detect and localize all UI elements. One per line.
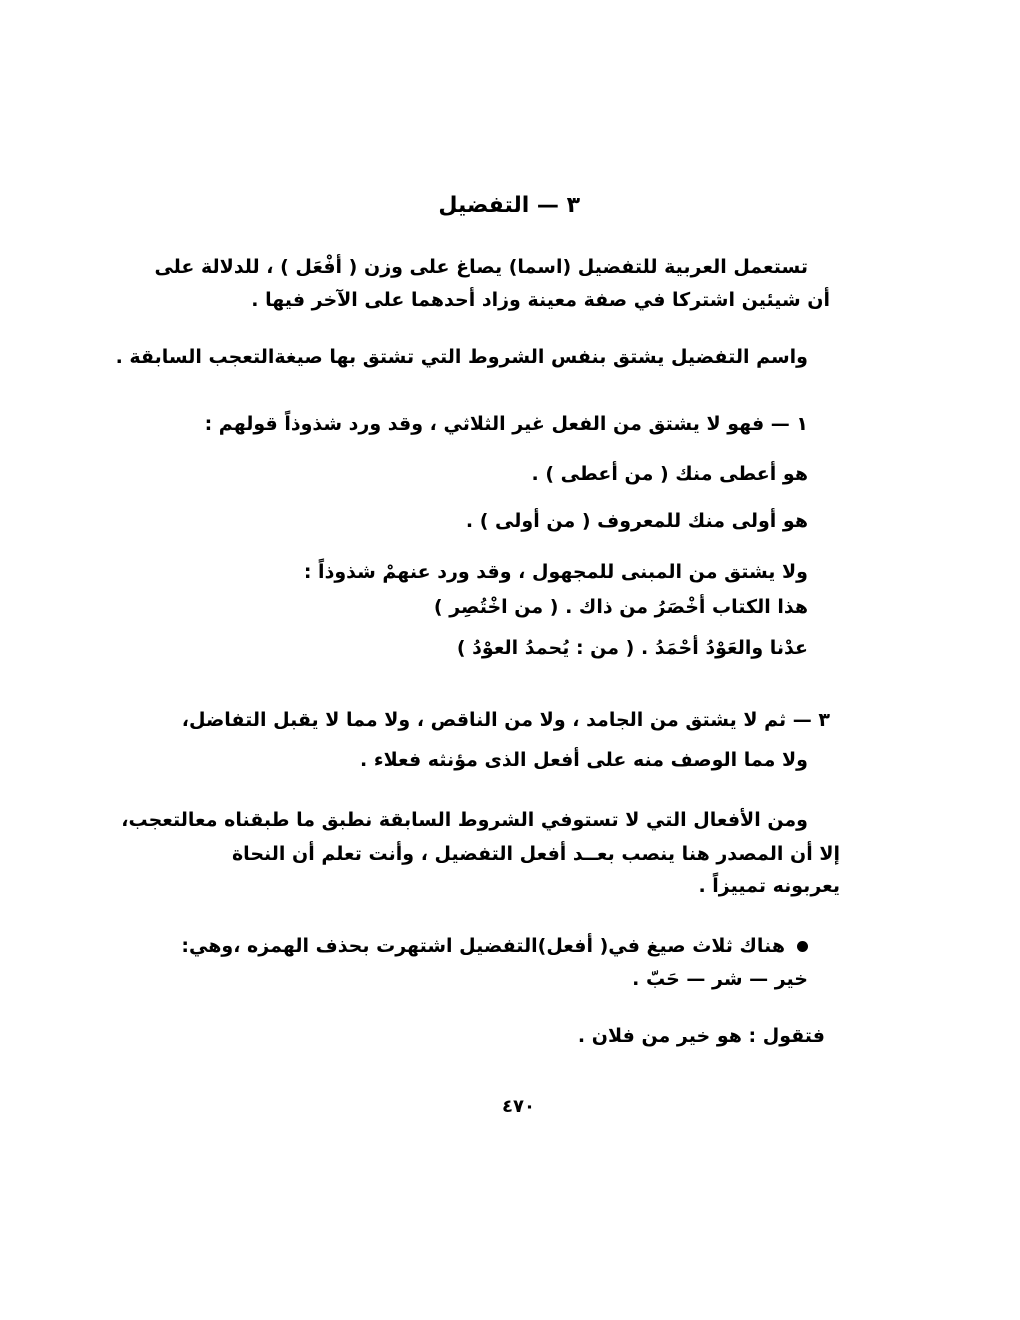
- bullet-note-line-2: خير — شر — حَبّ .: [632, 968, 808, 990]
- verbs-paragraph-line-1: ومن الأفعال التي لا تستوفي الشروط السابقة نطبق ما طبقناه معالتعجب،: [121, 809, 808, 831]
- page-number: ٤٧٠: [502, 1096, 535, 1117]
- bullet-note-line-1: [181, 932, 808, 960]
- intro-paragraph-line-2: أن شيئين اشتركا في صفة معينة وزاد أحدهما على الآخر فيها .: [251, 289, 830, 311]
- rule-3-line-1: ٣ — ثم لا يشتق من الجامد ، ولا من الناقص ، ولا مما لا يقبل التفاضل،: [181, 709, 830, 731]
- rule-1-example-4: عدْنا والعَوْدُ أحْمَدُ . ( من : يُحمدُ العوْدُ ): [456, 637, 808, 659]
- intro-paragraph-line-1: تستعمل العربية للتفضيل (اسما) يصاغ على وزن ( أفْعَل ) ، للدلالة على: [154, 256, 808, 278]
- bullet-note-text: هناك ثلاث صيغ في( أفعل)التفضيل اشتهرت بحذف الهمزه ،وهي:: [181, 935, 785, 957]
- derivation-paragraph: واسم التفضيل يشتق بنفس الشروط التي تشتق بها صيغةالتعجب السابقة .: [115, 346, 808, 368]
- rule-1-example-2: هو أولى منك للمعروف ( من أولى ) .: [465, 510, 808, 532]
- rule-1-example-1: هو أعطى منك ( من أعطى ) .: [531, 463, 808, 485]
- verbs-paragraph-line-2: إلا أن المصدر هنا ينصب بعــد أفعل التفضيل ، وأنت تعلم أن النحاة: [231, 843, 840, 865]
- section-title: ٣ — التفضيل: [438, 193, 580, 218]
- rule-1-intro: ١ — فهو لا يشتق من الفعل غير الثلاثي ، وقد ورد شذوذاً قولهم :: [204, 413, 808, 435]
- rule-3-line-2: ولا مما الوصف منه على أفعل الذى مؤنثه فعلاء .: [360, 749, 808, 771]
- final-example: فتقول : هو خير من فلان .: [577, 1025, 825, 1047]
- rule-1-passive-intro: ولا يشتق من المبنى للمجهول ، وقد ورد عنهمْ شذوذاً :: [303, 561, 808, 583]
- rule-1-example-3: هذا الكتاب أخْصَرُ من ذاك . ( من اخْتُصِر ): [433, 596, 808, 618]
- bullet-icon: [797, 941, 808, 952]
- verbs-paragraph-line-3: يعربونه تمييزاً .: [698, 875, 840, 897]
